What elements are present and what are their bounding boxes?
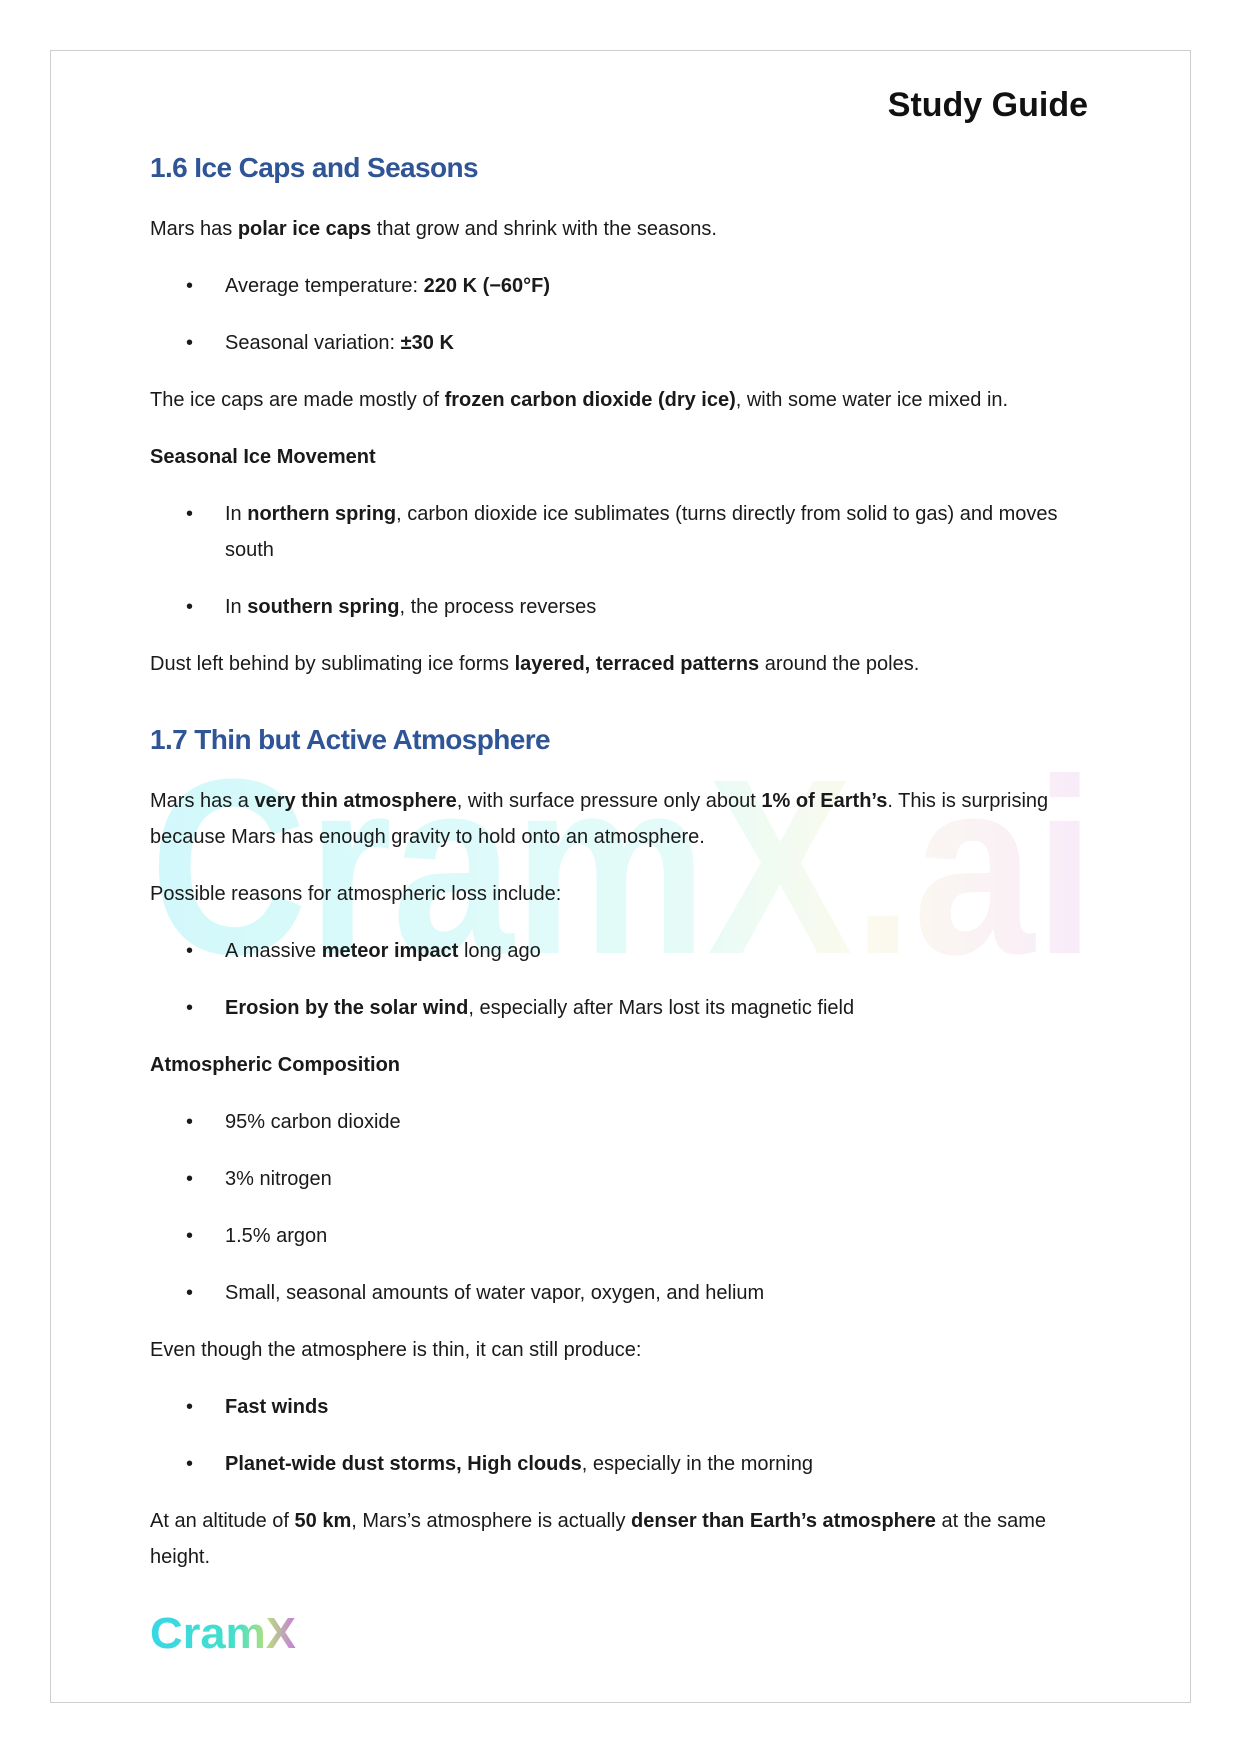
temperature-list (150, 268, 1090, 361)
atmospheric-loss-intro: Possible reasons for atmospheric loss include: (150, 883, 562, 905)
list-item: • Seasonal variation: ±30 K (150, 325, 1090, 361)
bullet-glyph: • (186, 1282, 194, 1304)
list-item: • 3% nitrogen (150, 1161, 1090, 1197)
atmosphere-intro: Mars has a very thin atmosphere, with surface pressure only about 1% of Earth’s. This is surprising because Mars has enough gravity to hold onto an atmosphere. (150, 790, 1049, 848)
altitude-paragraph: At an altitude of 50 km, Mars’s atmosphere is actually denser than Earth’s atmosphere at the same height. (150, 1510, 1046, 1568)
subheading-seasonal-ice-movement: Seasonal Ice Movement (150, 446, 376, 468)
list-item: • Average temperature: 220 K (−60°F) (150, 268, 1090, 304)
ice-caps-intro: Mars has polar ice caps that grow and shrink with the seasons. (150, 218, 717, 240)
atmospheric-loss-list (150, 933, 1090, 1026)
dust-patterns-paragraph: Dust left behind by sublimating ice forms layered, terraced patterns around the poles. (150, 653, 920, 675)
bullet-glyph: • (186, 1225, 194, 1247)
list-item: • 95% carbon dioxide (150, 1104, 1090, 1140)
ice-movement-list (150, 496, 1090, 625)
subheading-atmospheric-composition: Atmospheric Composition (150, 1054, 401, 1076)
bullet-glyph: • (186, 1453, 194, 1475)
logo-text: CramX (150, 1609, 296, 1656)
watermark-text: CramX.ai (150, 748, 1095, 998)
ice-caps-composition: The ice caps are made mostly of frozen carbon dioxide (dry ice), with some water ice mixed in. (150, 389, 1009, 411)
list-item: • A massive meteor impact long ago (150, 933, 1090, 969)
bullet-glyph: • (186, 503, 194, 525)
bullet-glyph: • (186, 275, 194, 297)
bullet-glyph: • (186, 940, 194, 962)
weather-intro: Even though the atmosphere is thin, it can still produce: (150, 1339, 642, 1361)
bullet-glyph: • (186, 596, 194, 618)
list-item: • Erosion by the solar wind, especially after Mars lost its magnetic field (150, 990, 1090, 1026)
bullet-glyph: • (186, 1168, 194, 1190)
atmospheric-composition-list (150, 1104, 1090, 1311)
bullet-glyph: • (186, 332, 194, 354)
list-item: • In northern spring, carbon dioxide ice sublimates (turns directly from solid to gas) and moves south (150, 496, 1090, 568)
cramx-logo (150, 1608, 298, 1656)
bullet-glyph: • (186, 1396, 194, 1418)
list-item: • In southern spring, the process reverses (150, 589, 1090, 625)
section-heading-ice-caps: 1.6 Ice Caps and Seasons (150, 152, 478, 183)
list-item: • Fast winds (150, 1389, 1090, 1425)
list-item: • Planet-wide dust storms, High clouds, especially in the morning (150, 1446, 1090, 1482)
list-item: • Small, seasonal amounts of water vapor, oxygen, and helium (150, 1275, 1090, 1311)
main-content (150, 146, 1090, 1575)
section-heading-atmosphere: 1.7 Thin but Active Atmosphere (150, 724, 550, 755)
bullet-glyph: • (186, 997, 194, 1019)
weather-list (150, 1389, 1090, 1482)
document-title: Study Guide (887, 86, 1088, 124)
list-item: • 1.5% argon (150, 1218, 1090, 1254)
bullet-glyph: • (186, 1111, 194, 1133)
